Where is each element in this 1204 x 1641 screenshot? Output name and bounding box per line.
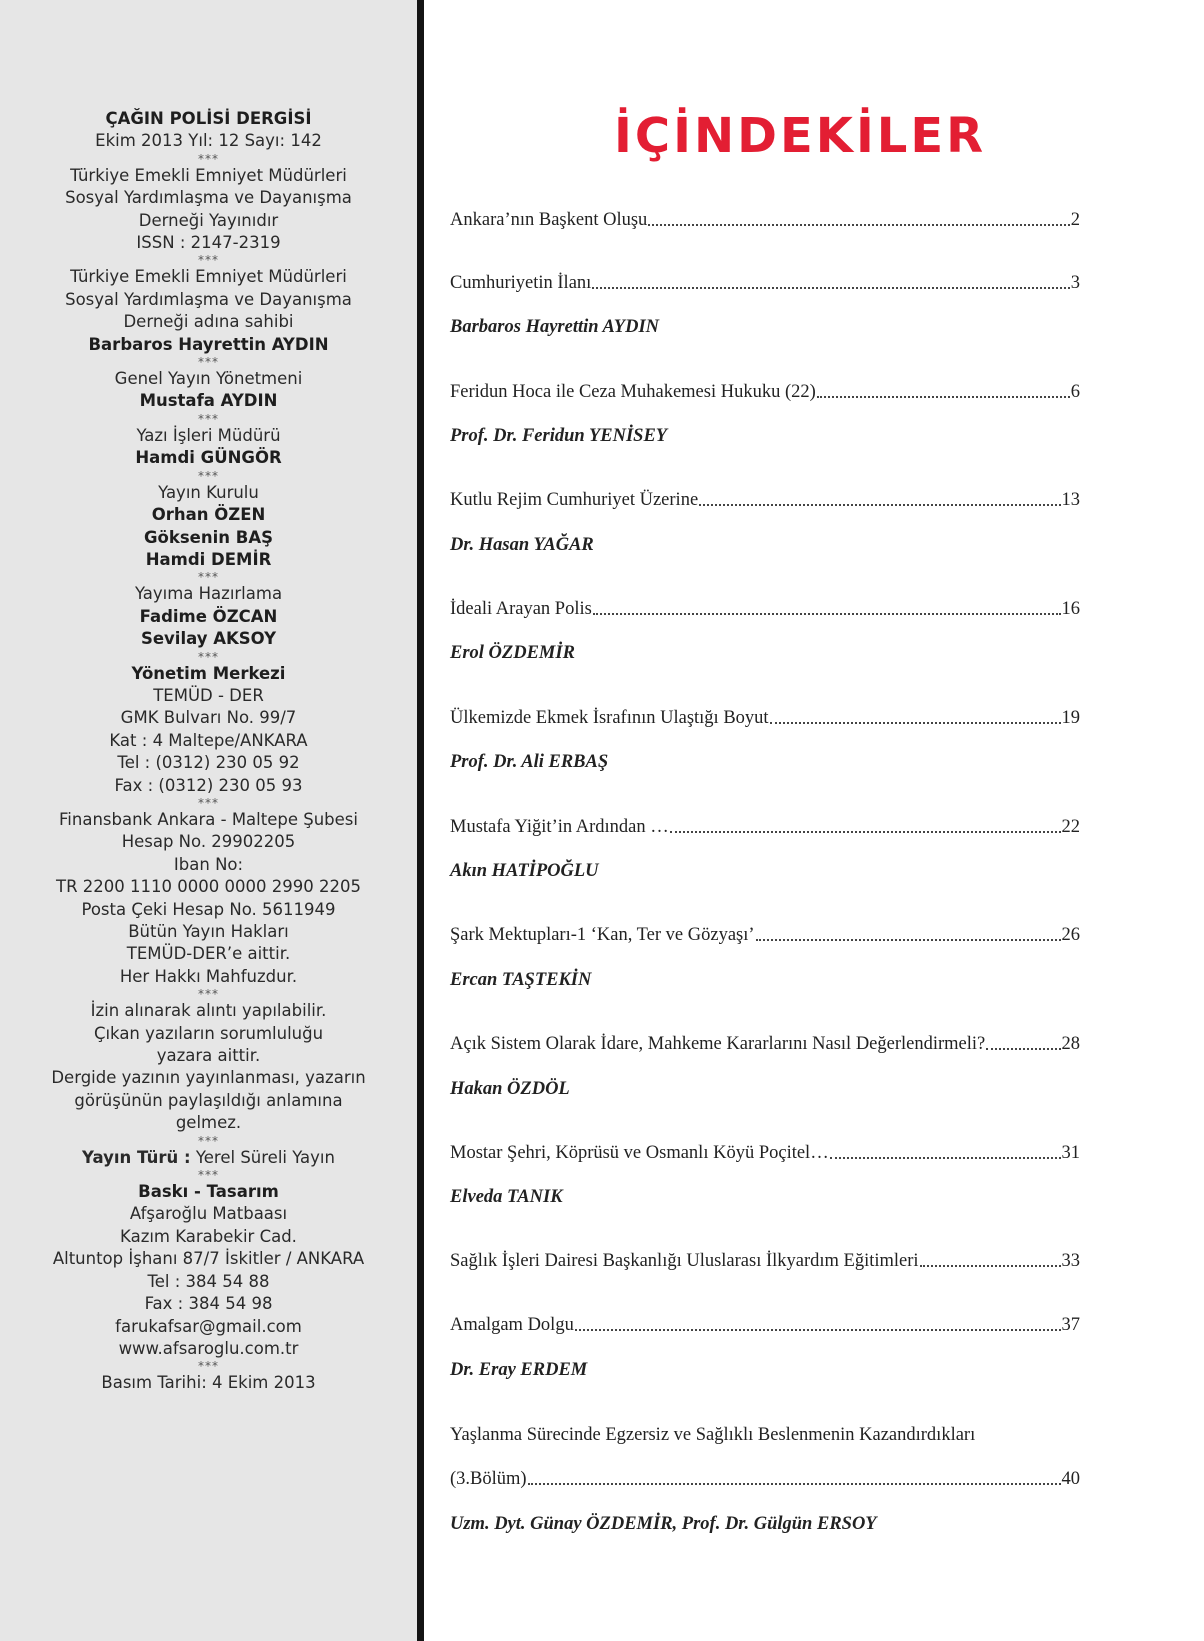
bank-line: Posta Çeki Hesap No. 5611949: [81, 899, 336, 919]
toc-entry[interactable]: [450, 925, 1080, 946]
toc-entry-title: Ankara’nın Başkent Oluşu: [450, 210, 648, 230]
owner-line: Türkiye Emekli Emniyet Müdürleri: [70, 267, 347, 287]
colophon-sidebar: [0, 0, 424, 1641]
owner-line: Sosyal Yardımlaşma ve Dayanışma: [65, 289, 352, 309]
toc-entry-title: Cumhuriyetin İlanı: [450, 273, 592, 293]
toc-entry-author: Elveda TANIK: [450, 1187, 563, 1207]
toc-entry-author: Hakan ÖZDÖL: [450, 1079, 570, 1099]
toc-entry-page: 19: [1061, 708, 1080, 728]
notice-line: Dergide yazının yayınlanması, yazarın: [51, 1068, 366, 1088]
toc-entry-page: 13: [1061, 490, 1080, 510]
toc-entry-title: Feridun Hoca ile Ceza Muhakemesi Hukuku (22): [450, 382, 816, 402]
prep-name: Sevilay AKSOY: [140, 629, 277, 649]
toc-title: İÇİNDEKİLER: [614, 108, 987, 164]
toc-entry-title: İdeali Arayan Polis: [450, 599, 592, 619]
separator: ***: [198, 1359, 219, 1374]
toc-entry[interactable]: [450, 1143, 1080, 1164]
print-line: Afşaroğlu Matbaası: [129, 1204, 288, 1224]
toc-entry-page: 22: [1061, 817, 1080, 837]
toc-entry[interactable]: [450, 1251, 1080, 1272]
toc-entry[interactable]: [450, 708, 1080, 729]
publisher-line: Derneği Yayınıdır: [138, 210, 279, 230]
toc-leader-dots: [817, 395, 1070, 398]
hq-line: TEMÜD - DER: [153, 685, 264, 705]
table-of-contents: [424, 0, 1204, 1641]
toc-entry-page: 6: [1070, 382, 1080, 402]
gm-name: Mustafa AYDIN: [139, 391, 278, 411]
toc-leader-dots: [648, 223, 1069, 226]
notice-line: İzin alınarak alıntı yapılabilir.: [90, 1001, 327, 1021]
separator: ***: [198, 1168, 219, 1183]
toc-entry-author: Prof. Dr. Feridun YENİSEY: [450, 426, 668, 446]
print-phone: Tel : 384 54 88: [147, 1271, 270, 1291]
toc-entry-title: Kutlu Rejim Cumhuriyet Üzerine: [450, 490, 699, 510]
toc-leader-dots: [770, 721, 1061, 724]
board-label: Yayın Kurulu: [158, 482, 259, 502]
toc-entry[interactable]: [450, 1315, 1080, 1336]
toc-entry-author: Barbaros Hayrettin AYDIN: [450, 317, 660, 337]
hq-fax: Fax : (0312) 230 05 93: [114, 775, 303, 795]
toc-entry[interactable]: [450, 273, 1080, 294]
toc-leader-dots: [575, 1328, 1061, 1331]
print-fax: Fax : 384 54 98: [144, 1294, 273, 1314]
hq-line: GMK Bulvarı No. 99/7: [120, 708, 297, 728]
toc-entry-title: Ülkemizde Ekmek İsrafının Ulaştığı Boyut: [450, 708, 769, 728]
print-line: Altuntop İşhanı 87/7 İskitler / ANKARA: [52, 1249, 365, 1269]
separator: ***: [198, 987, 219, 1002]
toc-entry-page: 3: [1070, 273, 1080, 293]
toc-entry-author: Prof. Dr. Ali ERBAŞ: [450, 752, 609, 772]
magazine-title: ÇAĞIN POLİSİ DERGİSİ: [105, 109, 312, 128]
toc-entry-title: (3.Bölüm): [450, 1469, 527, 1489]
toc-entry-page: 2: [1070, 210, 1080, 230]
publication-type-value: Yerel Süreli Yayın: [190, 1147, 335, 1167]
editor-name: Hamdi GÜNGÖR: [135, 448, 282, 468]
toc-entry[interactable]: [450, 599, 1080, 620]
rights-line: Her Hakkı Mahfuzdur.: [119, 966, 298, 986]
toc-entry-page: 33: [1061, 1251, 1080, 1271]
toc-entry-page: 31: [1061, 1143, 1080, 1163]
separator: ***: [198, 570, 219, 585]
toc-leader-dots: [699, 503, 1060, 506]
owner-line: Derneği adına sahibi: [123, 312, 294, 332]
board-member: Göksenin BAŞ: [144, 527, 273, 547]
colophon: [0, 108, 417, 1395]
prep-name: Fadime ÖZCAN: [139, 606, 278, 626]
toc-entry-title: Açık Sistem Olarak İdare, Mahkeme Kararlarını Nasıl Değerlendirmeli?: [450, 1034, 986, 1054]
issue-info: Ekim 2013 Yıl: 12 Sayı: 142: [95, 131, 322, 151]
toc-entry-title: Mostar Şehri, Köprüsü ve Osmanlı Köyü Poçitel…: [450, 1143, 829, 1163]
toc-entry[interactable]: [450, 210, 1080, 231]
rights-line: TEMÜD-DER’e aittir.: [126, 944, 291, 964]
separator: ***: [198, 468, 219, 483]
toc-entry-author: Akın HATİPOĞLU: [450, 861, 599, 881]
hq-phone: Tel : (0312) 230 05 92: [117, 753, 300, 773]
toc-entry-title: Mustafa Yiğit’in Ardından …: [450, 817, 669, 837]
toc-entry-page: 37: [1061, 1315, 1080, 1335]
print-line: Kazım Karabekir Cad.: [120, 1226, 297, 1246]
toc-leader-dots: [986, 1047, 1060, 1050]
toc-leader-dots: [528, 1482, 1061, 1485]
print-date: Basım Tarihi: 4 Ekim 2013: [101, 1373, 316, 1393]
bank-line: Iban No:: [173, 854, 244, 874]
toc-entry-author: Ercan TAŞTEKİN: [450, 970, 592, 990]
publication-type-label: Yayın Türü :: [82, 1147, 191, 1167]
toc-entry-author: Erol ÖZDEMİR: [450, 643, 575, 663]
gm-label: Genel Yayın Yönetmeni: [114, 369, 303, 389]
toc-entry[interactable]: [450, 1469, 1080, 1490]
toc-entry[interactable]: [450, 382, 1080, 403]
toc-leader-dots: [593, 612, 1061, 615]
toc-entry-title-line1[interactable]: Yaşlanma Sürecinde Egzersiz ve Sağlıklı Beslenmenin Kazandırdıkları: [450, 1425, 976, 1445]
notice-line: gelmez.: [175, 1113, 242, 1133]
toc-entry-page: 28: [1061, 1034, 1080, 1054]
print-label: Baskı - Tasarım: [138, 1182, 279, 1202]
toc-leader-dots: [670, 830, 1061, 833]
toc-leader-dots: [920, 1264, 1061, 1267]
owner-name: Barbaros Hayrettin AYDIN: [88, 334, 329, 354]
toc-entry[interactable]: [450, 490, 1080, 511]
separator: ***: [198, 795, 219, 810]
board-member: Orhan ÖZEN: [151, 505, 266, 525]
print-website: www.afsaroglu.com.tr: [118, 1338, 299, 1358]
toc-entry-title: Sağlık İşleri Dairesi Başkanlığı Uluslarası İlkyardım Eğitimleri: [450, 1251, 919, 1271]
separator: ***: [198, 1133, 219, 1148]
hq-line: Kat : 4 Maltepe/ANKARA: [109, 730, 308, 750]
bank-line: Hesap No. 29902205: [121, 832, 296, 852]
board-member: Hamdi DEMİR: [145, 549, 272, 569]
toc-entry-title: Amalgam Dolgu: [450, 1315, 574, 1335]
notice-line: Çıkan yazıların sorumluluğu: [93, 1023, 324, 1043]
toc-entry-author: Uzm. Dyt. Günay ÖZDEMİR, Prof. Dr. Gülgün ERSOY: [450, 1514, 877, 1534]
toc-entry-page: 26: [1061, 925, 1080, 945]
print-email: farukafsar@gmail.com: [115, 1316, 302, 1336]
toc-entry-title: Şark Mektupları-1 ‘Kan, Ter ve Gözyaşı’: [450, 925, 755, 945]
separator: ***: [198, 355, 219, 370]
toc-leader-dots: [756, 938, 1061, 941]
separator: ***: [198, 253, 219, 268]
toc-entry[interactable]: [450, 817, 1080, 838]
notice-line: görüşünün paylaşıldığı anlamına: [74, 1090, 343, 1110]
issn: ISSN : 2147-2319: [136, 233, 281, 253]
toc-entry-author: Dr. Hasan YAĞAR: [450, 535, 594, 555]
toc-leader-dots: [592, 286, 1069, 289]
toc-entry-author: Dr. Eray ERDEM: [450, 1360, 588, 1380]
separator: ***: [198, 151, 219, 166]
prep-label: Yayıma Hazırlama: [134, 584, 283, 604]
bank-iban: TR 2200 1110 0000 0000 2990 2205: [56, 877, 361, 897]
toc-entry[interactable]: [450, 1034, 1080, 1055]
publication-type: [0, 1147, 417, 1169]
hq-label: Yönetim Merkezi: [131, 663, 286, 683]
publisher-line: Türkiye Emekli Emniyet Müdürleri: [70, 165, 347, 185]
separator: ***: [198, 649, 219, 664]
toc-leader-dots: [830, 1156, 1061, 1159]
toc-entry-page: 40: [1061, 1469, 1080, 1489]
bank-line: Finansbank Ankara - Maltepe Şubesi: [59, 809, 358, 829]
rights-line: Bütün Yayın Hakları: [128, 922, 289, 941]
notice-line: yazara aittir.: [156, 1046, 261, 1066]
toc-entry-page: 16: [1061, 599, 1080, 619]
separator: ***: [198, 411, 219, 426]
editor-label: Yazı İşleri Müdürü: [136, 425, 281, 445]
publisher-line: Sosyal Yardımlaşma ve Dayanışma: [65, 188, 352, 208]
